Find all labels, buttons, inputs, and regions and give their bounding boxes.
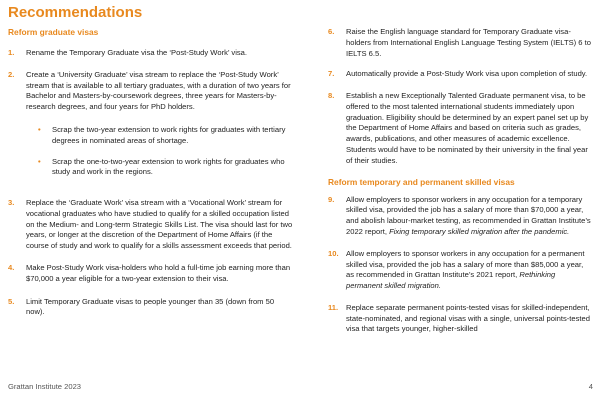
- recommendation-number: 3.: [8, 198, 15, 208]
- recommendation-list-right-2: [328, 195, 593, 336]
- recommendation-6: [328, 27, 593, 59]
- recommendation-11: [328, 303, 593, 335]
- recommendation-text: Make Post-Study Work visa-holders who hold a full-time job earning more than $70,000 a year eligible for a two-year extension to their visa.: [26, 263, 291, 283]
- recommendation-8: [328, 91, 593, 166]
- recommendation-text: Raise the English language standard for Temporary Graduate visa-holders from International English Language Testing System (IELTS) 6 to IELTS 6.5.: [346, 27, 591, 58]
- recommendation-text: Rename the Temporary Graduate visa the ‘Post-Study Work’ visa.: [26, 48, 248, 58]
- right-column: [328, 27, 593, 335]
- recommendation-text: Create a ‘University Graduate’ visa stream to replace the ‘Post-Study Work’ stream that is available to all tertiary graduates, with a duration of two years for Bachelor and Masters-by-coursework degrees, three years for Masters-by-research degrees, and four years for PhD holders.: [26, 69, 291, 112]
- section-heading-skilled-visas: Reform temporary and permanent skilled visas: [328, 176, 515, 187]
- recommendation-text: Automatically provide a Post-Study Work visa upon completion of study.: [346, 69, 588, 79]
- recommendation-3: [8, 198, 293, 252]
- sub-recommendation-item: [26, 125, 293, 147]
- recommendation-1: [8, 48, 293, 59]
- report-title: Fixing temporary skilled migration after the pandemic.: [389, 227, 570, 237]
- recommendation-list-left: [8, 48, 293, 318]
- recommendation-list-right: [328, 27, 593, 167]
- recommendation-text: Limit Temporary Graduate visas to people younger than 35 (down from 50 now).: [26, 296, 275, 317]
- bullet-icon: •: [38, 156, 41, 166]
- sub-recommendation-text: Scrap the one-to-two-year extension to work rights for graduates who study and work in the regions.: [52, 156, 285, 177]
- sub-recommendation-item: [26, 157, 293, 179]
- sub-recommendation-text: Scrap the two-year extension to work rights for graduates with tertiary degrees in nominated areas of shortage.: [52, 124, 286, 145]
- left-column: [8, 27, 293, 318]
- recommendation-number: 1.: [8, 48, 15, 58]
- recommendation-number: 5.: [8, 296, 15, 306]
- recommendation-number: 10.: [328, 248, 339, 258]
- page-number: 4: [588, 382, 593, 391]
- recommendation-text: Allow employers to sponsor workers in any occupation for a temporary skilled visa, provided the job has a salary of more than $70,000 a year, and abolish labour-market testing, as recommended in Grattan Institute’s 2022 report,: [346, 194, 591, 237]
- recommendation-number: 7.: [328, 69, 335, 79]
- recommendation-number: 9.: [328, 194, 335, 204]
- recommendation-text: Replace separate permanent points-tested visas for skilled-independent, state-nominated, and regional visas with a single, universal points-tested visa that targets younger, higher-skilled: [346, 302, 590, 334]
- recommendation-2: [8, 70, 293, 178]
- recommendation-number: 8.: [328, 91, 335, 101]
- section-heading-graduate-visas: Reform graduate visas: [8, 27, 99, 37]
- recommendation-text: Allow employers to sponsor workers in any occupation for a permanent skilled visa, provided the job has a salary of more than $85,000 a year, as recommended in Grattan Institute’s 2021 report,: [346, 248, 585, 280]
- recommendation-number: 11.: [328, 302, 339, 312]
- recommendation-text: Establish a new Exceptionally Talented Graduate permanent visa, to be offered to the most talented international students immediately upon graduation. Eligibility should be determined by an expert panel set up by the Department of Home Affairs and based on criteria such as grades, awards, publications, and other measures of academic excellence. Students would have to be nominated by their university in the final year of their studies.: [346, 91, 589, 165]
- bullet-icon: •: [38, 124, 41, 134]
- recommendation-text: Replace the ‘Graduate Work’ visa stream with a ‘Vocational Work’ stream for vocational graduates who have studied to qualify for a skilled occupation listed on the Medium- and Long-term Strategic Skills List. The visa should last for two years, or longer at the discretion of the Department of Home Affairs (if the course of study and work to qualify for a skills assessment exceeds that period.: [26, 198, 293, 251]
- report-title: Rethinking permanent skilled migration.: [346, 270, 556, 291]
- page-title: Recommendations: [8, 4, 143, 21]
- recommendation-10: [328, 249, 593, 292]
- recommendation-4: [8, 263, 293, 285]
- sub-recommendation-list: [26, 125, 293, 178]
- footer-publisher: Grattan Institute 2023: [8, 382, 82, 391]
- recommendation-number: 2.: [8, 69, 15, 79]
- recommendation-5: [8, 297, 293, 319]
- recommendation-9: [328, 195, 593, 238]
- recommendation-number: 4.: [8, 263, 15, 273]
- recommendation-number: 6.: [328, 27, 335, 36]
- recommendation-7: [328, 69, 593, 80]
